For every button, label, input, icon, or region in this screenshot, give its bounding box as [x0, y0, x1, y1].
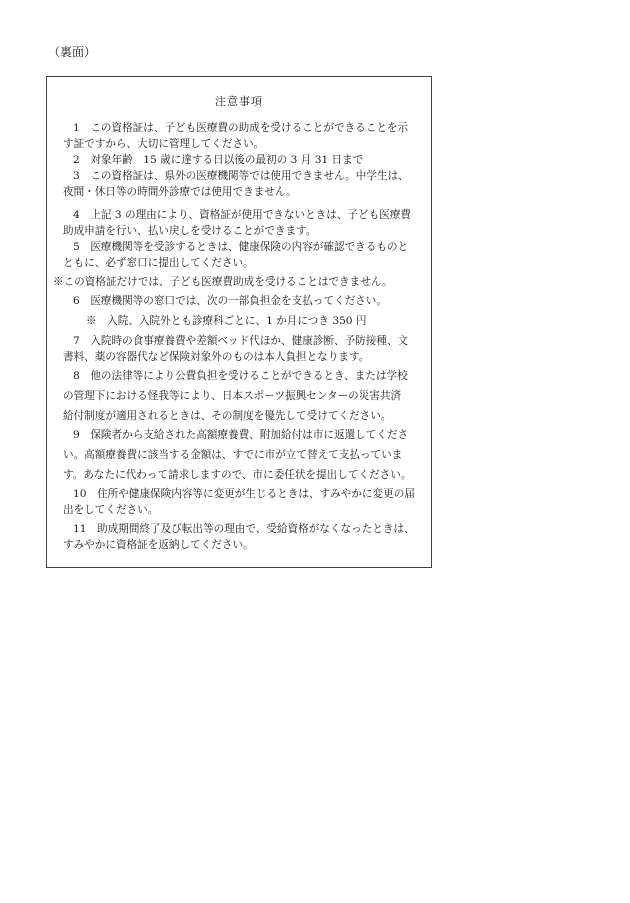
notice-item-11-line-1: 11 助成期間終了及び転出等の理由で、受給資格がなくなったときは、 [73, 523, 415, 535]
notice-item-1-line-2: す証ですから、大切に管理してください。 [63, 138, 265, 150]
notice-item-1-line-1: 1 この資格証は、子ども医療費の助成を受けることができることを示 [73, 122, 409, 134]
notice-item-9-line-3: す。あなたに代わって請求しますので、市に委任状を提出してください。 [63, 469, 412, 481]
notice-item-2: 2 対象年齢 15 歳に達する日以後の最初の 3 月 31 日まで [73, 154, 364, 166]
page-side-label: （裏面） [48, 45, 97, 59]
notice-item-8-line-3: 給付制度が適用されるときは、その制度を優先して受けてください。 [63, 410, 392, 422]
notice-item-6-note: ※ 入院、入院外とも診療科ごとに、1 か月につき 350 円 [86, 315, 367, 327]
notice-item-3-line-2: 夜間・休日等の時間外診療では使用できません。 [63, 186, 297, 198]
notice-item-6: 6 医療機関等の窓口では、次の一部負担金を支払ってください。 [73, 295, 387, 307]
notice-box [46, 76, 432, 568]
notice-item-8-line-2: の管理下における怪我等により、日本スポーツ振興センターの災害共済 [63, 390, 402, 402]
notice-note-caution: ※この資格証だけでは、子ども医療費助成を受けることはできません。 [53, 276, 393, 288]
notice-title: 注意事項 [215, 95, 263, 108]
notice-item-5-line-1: 5 医療機関等を受診するときは、健康保険の内容が確認できるものと [73, 241, 409, 253]
notice-item-11-line-2: すみやかに資格証を返納してください。 [63, 539, 254, 551]
notice-item-7-line-2: 書料、薬の容器代など保険対象外のものは本人負担となります。 [63, 351, 370, 363]
notice-item-4-line-2: 助成申請を行い、払い戻しを受けることができます。 [63, 225, 317, 237]
notice-item-9-line-2: い。高額療養費に該当する金額は、すでに市が立て替えて支払っていま [63, 449, 403, 461]
notice-item-8-line-1: 8 他の法律等により公費負担を受けることができるとき、または学校 [73, 370, 408, 382]
notice-item-10-line-1: 10 住所や健康保険内容等に変更が生じるときは、すみやかに変更の届 [73, 488, 415, 500]
notice-item-3-line-1: 3 この資格証は、県外の医療機関等では使用できません。中学生は、 [73, 170, 409, 182]
notice-item-10-line-2: 出をしてください。 [63, 504, 159, 516]
notice-item-7-line-1: 7 入院時の食事療養費や差額ベッド代ほか、健康診断、予防接種、文 [73, 335, 409, 347]
notice-item-4-line-1: 4 上記 3 の理由により、資格証が使用できないときは、子ども医療費 [73, 209, 412, 221]
notice-item-9-line-1: 9 保険者から支給された高額療養費、附加給付は市に返還してくださ [73, 429, 409, 441]
notice-item-5-line-2: ともに、必ず窓口に提出してください。 [63, 257, 254, 269]
